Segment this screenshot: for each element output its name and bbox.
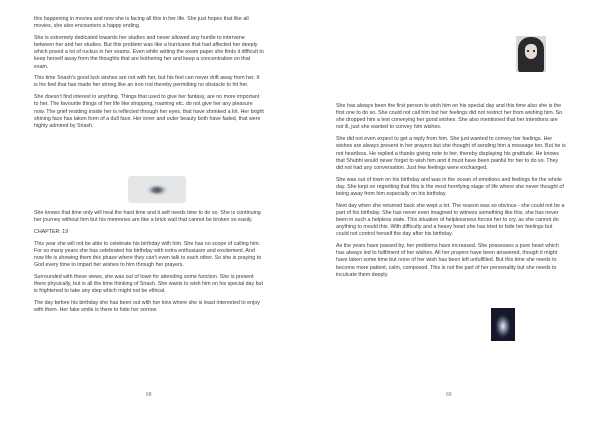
page-number: 68	[146, 392, 152, 398]
hands-photo	[491, 308, 515, 341]
paragraph: this happening in movies and now she is facing all this in her life. She just hopes that like all movies, she also encounters a happy ending.	[34, 16, 249, 30]
paragraph: Surrounded with these views, she was out of town for attending some function. She is present there physically, but is all the time thinking of Sriash. She wants to wish him on his special day but is frightened to take any step which might not be ethical.	[34, 273, 263, 295]
paragraph: This time Sriash's good luck wishes are not with her, but his feel can never drift away from her. It is his feel that has made her strong like an iron rod thereby permitting no obstacle to hit her.	[34, 75, 260, 89]
paragraph: The day before his birthday she has been out with her kins where she is least interested to enjoy with them. Her fake smile is there to hide her sorrow.	[34, 299, 260, 314]
paragraph: She doesn't find interest in anything. Things that used to give her fantasy, are no more important to her. The favourite things of her life like shopping, roaming etc. do not give her any pleasure now. The grief residing inside her is reflected through her eyes, that have shrinked a lot. Her bright shining face has taken form of a dull face. Her inner and outer beauty both have faded, that were highly admired by Sriash.	[34, 94, 264, 129]
right-text	[336, 103, 566, 283]
paragraph: As the years have passed by, her problems have increased. She possesses a pure heart which has always led to fulfilment of her wishes. All her prayers have been answered, though it might have taken some time but none of her wish has been left unfulfilled. But this time she needs to become more patient, calm, composed. This is not the part of her personality but she needs to inculcate them deeply.	[336, 243, 559, 278]
left-text-bottom	[34, 210, 264, 319]
paragraph: She has always been the first person to wish him on his special day and this time also she is the first one to do so. She could not call him but her feelings did not restrict her from wishing him. So she dropped him a text conveying her good wishes. She also mentioned that her intentions are not ill, just she wanted to convey him wishes.	[336, 103, 563, 131]
paragraph: She knows that time only will heal the hard time and it self needs time to do so. She is continuing her journey without him but his memories are like a brick wall that cannot be broken so easily.	[34, 210, 261, 224]
page-number: 69	[446, 392, 452, 398]
eye-photo	[128, 176, 186, 203]
paragraph: She is extremely dedicated towards her studies and never allowed any hurdle to intervene between her and her studies. But this problem was like a hurricane that had affected her deeply which posed a lot of ruckus in her exams. Even while writing the exam paper she finds it difficult to keep herself away from the thoughts that are bothering her and keep a concentration on that exam.	[34, 34, 264, 70]
paragraph: She was out of town on his birthday and was in the ocean of emotions and feelings for the whole day. She kept on regretting that this is the most horrifying stage of life where she never thought of being away from him especially on his birthday.	[336, 176, 564, 197]
left-text-top	[34, 16, 264, 135]
paragraph: She did not even expect to get a reply from him. She just wanted to convey her feelings. Her wishes are always present in her prayers but she thought of sending him a message too. But he is not heartless. He replied a thanks giving note to her, thereby displaying his gratitude. He knows that Shubhi would never forget to wish him and it must have been painful for her to do so. They did not had any conversation. Just few feelings were exchanged.	[336, 136, 566, 171]
paragraph: Next day when she returned back she wept a lot. The reason was so obvious - she could not be a part of his birthday. She has never even imagined to witness something like this, she has never been in such a helpless state. This situation of helplessness forces her to cry, as she cannot do anything to mould this. With difficulty and a heavy heart she has tried to hide her feelings but could not control herself the day after his birthday.	[336, 202, 565, 238]
paragraph: This year she will not be able to celebrate his birthday with him. She has no scope of calling him. For so many years she has celebrated his birthday with extra enthusiasm and excitement. And now life is showing them this phase where they can't even talk to each other. So she is praying to God every time to impart her wishes to him through her prayers.	[34, 240, 262, 269]
chapter-heading: CHAPTER: 19	[34, 228, 69, 235]
girl-portrait-photo	[516, 36, 546, 72]
